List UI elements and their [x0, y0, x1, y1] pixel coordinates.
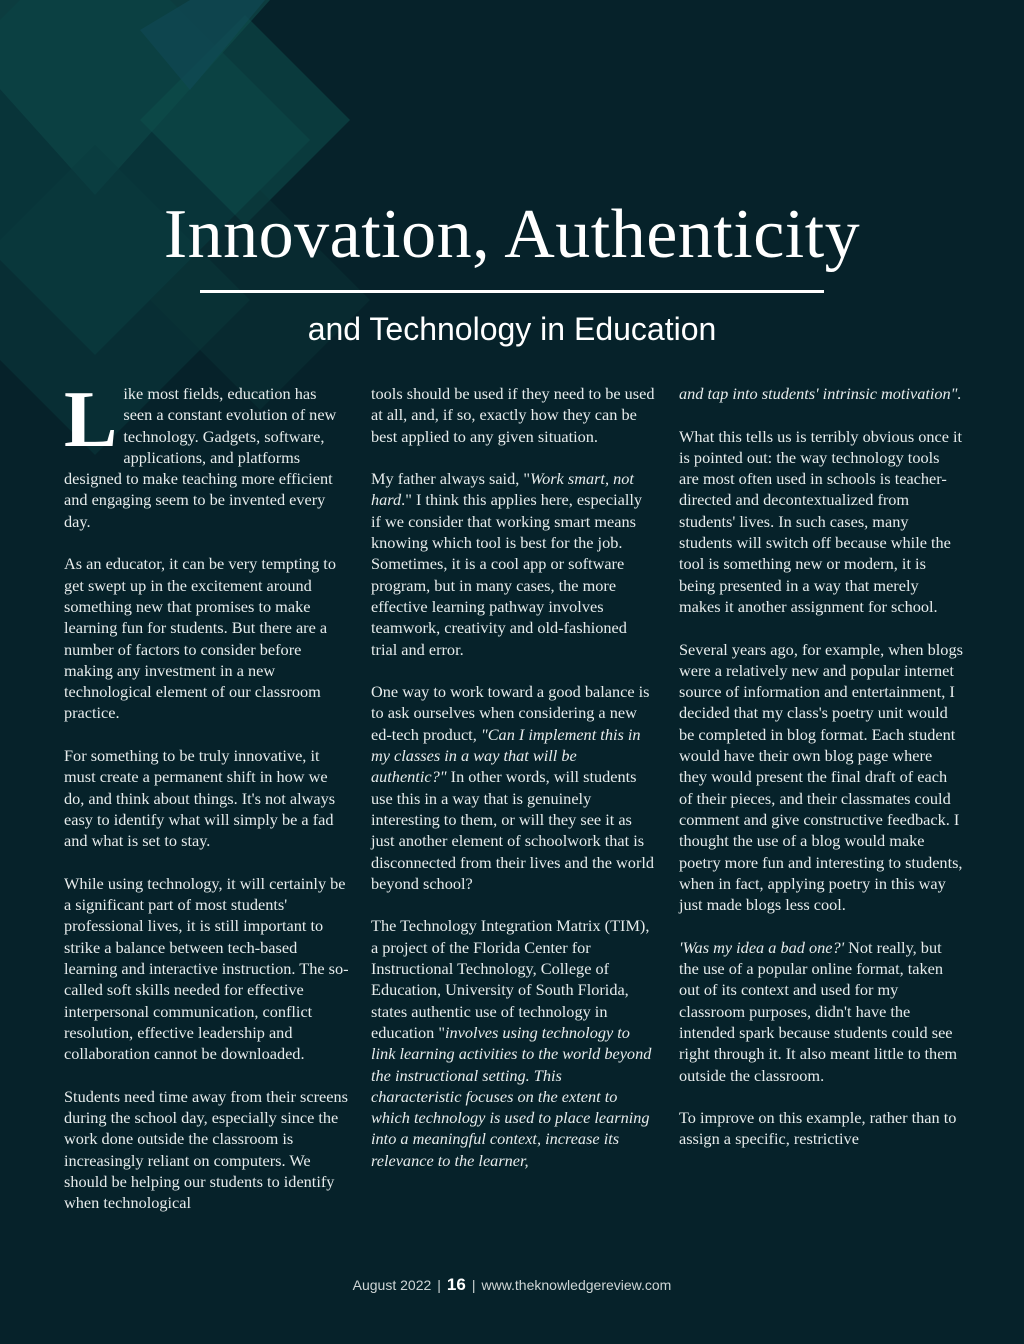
paragraph: tools should be used if they need to be used at all, and, if so, exactly how they can be best applied to any given situation.	[371, 384, 655, 446]
paragraph: Like most fields, education has seen a constant evolution of new technology. Gadgets, software, applications, and platforms designed to make teaching more efficient and engaging seem to be invented every day.	[64, 376, 337, 531]
paragraph: The Technology Integration Matrix (TIM), a project of the Florida Center for Instructional Technology, College of Education, University of South Florida, states authentic use of technology in education "involves using technology to link learning activities to the world beyond the instructional setting. This characteristic focuses on the extent to which technology is used to place learning into a meaningful context, increase its relevance to the learner,	[371, 916, 652, 1170]
article-title: Innovation, Authenticity	[163, 196, 861, 273]
paragraph: 'Was my idea a bad one?' Not really, but the use of a popular online format, taken out of its context and used for my classroom purposes, didn't have the intended spark because students could see right through it. It also meant little to them outside the classroom.	[679, 937, 958, 1085]
paragraph: As an educator, it can be very tempting to get swept up in the excitement around something new that promises to make learning fun for students. But there are a number of factors to consider before making any investment in a new technological element of our classroom practice.	[64, 554, 336, 723]
drop-cap: L	[64, 376, 118, 464]
paragraph: What this tells us is terribly obvious once it is pointed out: the way technology tools are most often used in schools is teacher-directed and decontextualized from students' lives. In such cases, many students will switch off because while the tool is something new or modern, it is being presented in a way that merely makes it another assignment for school.	[679, 426, 963, 616]
paragraph: Several years ago, for example, when blogs were a relatively new and popular internet source of information and entertainment, I decided that my class's poetry unit would be completed in blog format. Each student would have their own blog page where they would present the final draft of each of their pieces, and their classmates could comment and give constructive feedback. I thought the use of a blog would make poetry more fun and interesting to students, when in fact, applying poetry in this way just made blogs less cool.	[679, 639, 963, 915]
page-footer	[0, 1275, 1024, 1295]
website-link[interactable]: www.theknowledgereview.com	[481, 1277, 672, 1293]
paragraph: My father always said, "Work smart, not hard." I think this applies here, especially if we consider that working smart means knowing which tool is best for the job. Sometimes, it is a cool app or software program, but in many cases, the more effective learning pathway involves teamwork, creativity and old-fashioned trial and error.	[371, 469, 643, 659]
text-column-1	[64, 376, 349, 1235]
paragraph: For something to be truly innovative, it must create a permanent shift in how we do, and think about things. It's not always easy to identify what will simply be a fad and what is set to stay.	[64, 746, 336, 851]
footer-separator: |	[437, 1277, 441, 1293]
issue-date: August 2022	[352, 1277, 432, 1293]
quote: and tap into students' intrinsic motivation".	[679, 384, 962, 403]
paragraph: While using technology, it will certainly be a significant part of most students' professional lives, it is still important to strike a balance between tech-based learning and interactive instruction. The so-called soft skills needed for effective interpersonal communication, conflict resolution, effective leadership and collaboration cannot be downloaded.	[64, 873, 349, 1064]
title-block	[0, 190, 1024, 349]
text-column-3	[679, 383, 963, 1171]
paragraph: One way to work toward a good balance is to ask ourselves when considering a new ed-tech product, "Can I implement this in my classes in a way that will be authentic?" In other words, will students use this in a way that is genuinely interesting to them, or will they see it as just another element of schoolwork that is disconnected from their lives and the world beyond school?	[371, 682, 655, 893]
page-number: 16	[446, 1275, 466, 1294]
quote: 'Was my idea a bad one?'	[679, 937, 845, 957]
quote: involves using technology to link learning activities to the world beyond the instructional setting. This characteristic focuses on the extent to which technology is used to place learning into a meaningful context, increase its relevance to the learner,	[371, 1022, 652, 1170]
quote: Work smart, not hard	[371, 469, 634, 510]
paragraph	[679, 383, 963, 404]
footer-separator: |	[471, 1277, 476, 1293]
quote: "Can I implement this in my classes in a way that will be authentic?"	[371, 724, 641, 787]
article-subtitle: and Technology in Education	[307, 311, 717, 347]
text-column-2	[371, 383, 656, 1192]
paragraph: Students need time away from their screens during the school day, especially since the work done outside the classroom is increasingly reliant on computers. We should be helping our students to identify when technological	[64, 1086, 348, 1213]
paragraph: To improve on this example, rather than to assign a specific, restrictive	[679, 1108, 957, 1149]
title-divider	[200, 290, 824, 293]
